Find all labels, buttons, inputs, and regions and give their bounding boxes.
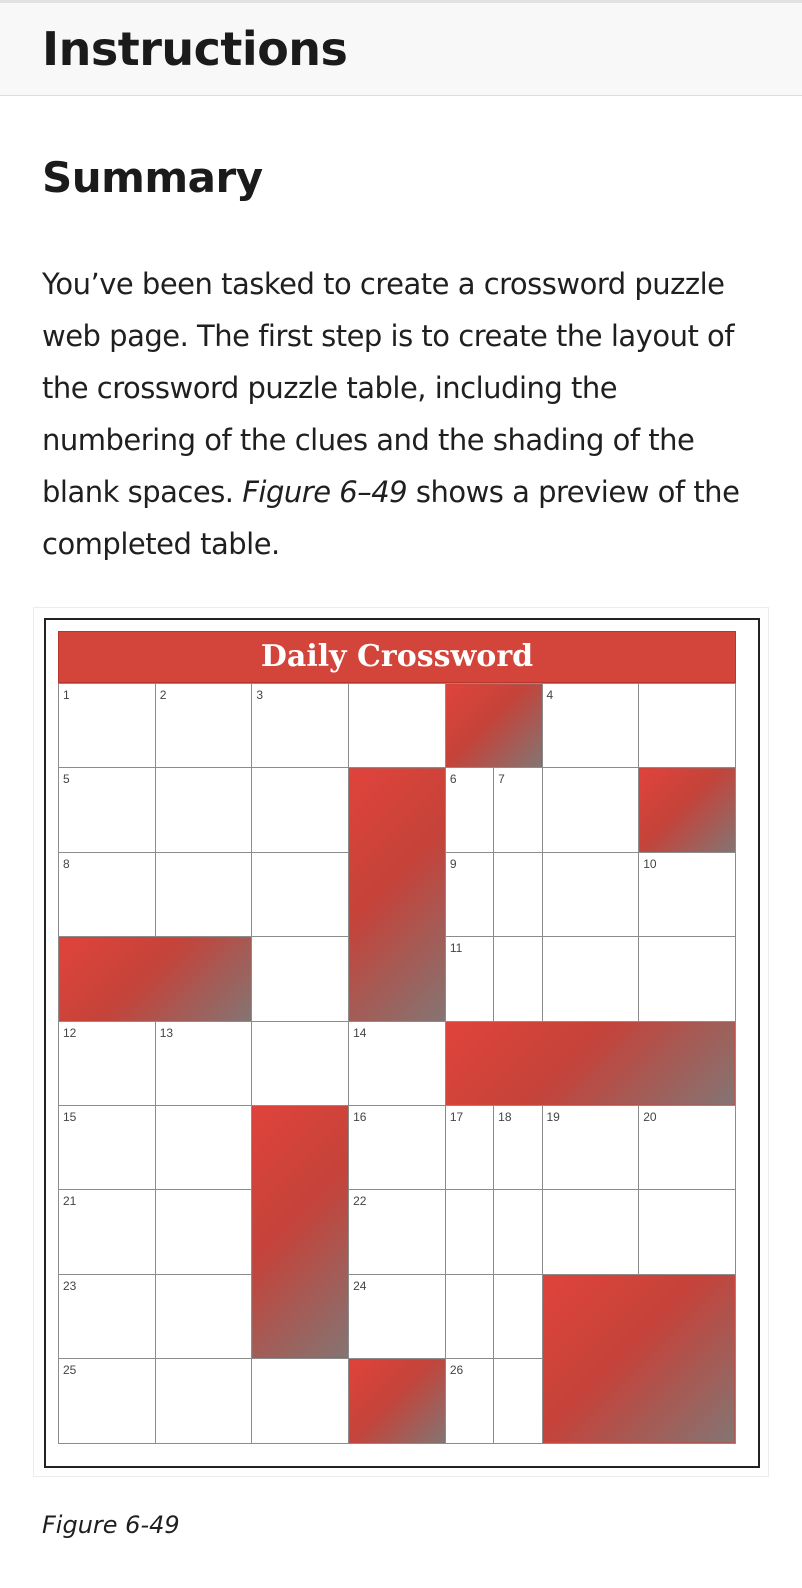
crossword-cell	[59, 1190, 156, 1274]
crossword-cell	[155, 1105, 252, 1189]
crossword-row	[59, 684, 736, 768]
crossword-cell	[252, 1021, 349, 1105]
crossword-blank-cell	[252, 1105, 349, 1358]
crossword-cell	[252, 684, 349, 768]
crossword-cell	[494, 1359, 542, 1443]
crossword-cell	[445, 1274, 493, 1358]
crossword-cell	[445, 1105, 493, 1189]
crossword-cell	[494, 1105, 542, 1189]
crossword-cell	[542, 1190, 639, 1274]
crossword-cell	[494, 852, 542, 936]
crossword-cell	[155, 684, 252, 768]
crossword-blank-cell	[542, 1274, 736, 1443]
clue-number: 2	[159, 688, 167, 702]
crossword-row	[59, 768, 736, 852]
crossword-row	[59, 1274, 736, 1358]
clue-number: 6	[449, 772, 457, 787]
crossword-cell	[155, 1274, 252, 1358]
crossword-cell	[639, 1105, 736, 1189]
figure-reference: Figure 6–49	[242, 475, 408, 509]
crossword-cell	[542, 1105, 639, 1189]
page-title: Instructions	[42, 22, 348, 76]
crossword-cell	[494, 1190, 542, 1274]
crossword-cell	[445, 768, 493, 852]
clue-number: 18	[498, 1109, 512, 1124]
crossword-cell	[349, 1190, 446, 1274]
crossword-cell	[59, 684, 156, 768]
crossword-cell	[155, 1359, 252, 1443]
crossword-cell	[252, 768, 349, 852]
crossword-row	[59, 1190, 736, 1274]
crossword-blank-cell	[59, 937, 252, 1021]
clue-number: 23	[63, 1278, 77, 1293]
crossword-cell	[349, 1021, 446, 1105]
crossword-row	[59, 1105, 736, 1189]
clue-number: 21	[63, 1194, 77, 1209]
crossword-cell	[445, 1359, 493, 1443]
crossword-cell	[349, 1274, 446, 1358]
summary-heading: Summary	[42, 153, 263, 202]
crossword-row	[59, 1021, 736, 1105]
crossword-blank-cell	[639, 768, 736, 852]
clue-number: 13	[159, 1025, 174, 1040]
crossword-cell	[639, 852, 736, 936]
clue-number: 16	[353, 1109, 367, 1124]
crossword-cell	[542, 684, 639, 768]
clue-number: 22	[353, 1194, 367, 1209]
crossword-cell	[252, 1359, 349, 1443]
crossword-cell	[494, 768, 542, 852]
summary-text-end: shows a preview of the completed table.	[42, 475, 740, 561]
crossword-cell	[445, 1190, 493, 1274]
crossword-cell	[252, 852, 349, 936]
crossword-blank-cell	[445, 1021, 735, 1105]
crossword-cell	[155, 768, 252, 852]
crossword-grid	[58, 683, 736, 1444]
summary-text-intro: You’ve been tasked to create a crossword puzzle web page. The first step is to create the layout of the crossword puzzle table, including the numbering of the clues and the shading of the blank spaces.	[42, 267, 734, 509]
crossword-cell	[542, 852, 639, 936]
summary-text	[42, 258, 772, 570]
crossword-cell	[252, 937, 349, 1021]
crossword-cell	[494, 937, 542, 1021]
clue-number: 14	[353, 1025, 367, 1040]
clue-number: 4	[546, 688, 554, 702]
crossword-cell	[445, 852, 493, 936]
crossword-cell	[59, 1105, 156, 1189]
crossword-blank-cell	[349, 768, 446, 1021]
crossword-cell	[155, 1021, 252, 1105]
clue-number: 3	[256, 688, 264, 702]
crossword-cell	[59, 1359, 156, 1443]
clue-number: 7	[498, 772, 505, 787]
crossword-cell	[59, 1274, 156, 1358]
crossword-cell	[59, 852, 156, 936]
crossword-cell	[542, 768, 639, 852]
crossword-cell	[155, 852, 252, 936]
crossword-cell	[155, 1190, 252, 1274]
clue-number: 11	[449, 941, 463, 956]
crossword-cell	[494, 1274, 542, 1358]
clue-number: 20	[643, 1109, 657, 1124]
clue-number: 24	[353, 1278, 367, 1293]
clue-number: 8	[63, 856, 70, 871]
figure-caption: Figure 6-49	[42, 1511, 180, 1539]
clue-number: 10	[643, 856, 657, 871]
clue-number: 17	[449, 1109, 464, 1124]
crossword-cell	[445, 937, 493, 1021]
clue-number: 26	[449, 1363, 464, 1378]
crossword-cell	[59, 768, 156, 852]
crossword-cell	[542, 937, 639, 1021]
clue-number: 12	[63, 1025, 77, 1040]
clue-number: 5	[63, 772, 70, 787]
clue-number: 9	[449, 856, 457, 871]
page-header	[0, 0, 802, 96]
clue-number: 15	[63, 1109, 77, 1124]
crossword-blank-cell	[445, 684, 542, 768]
clue-number: 19	[546, 1109, 560, 1124]
crossword-blank-cell	[349, 1359, 446, 1443]
crossword-cell	[349, 684, 446, 768]
crossword-cell	[639, 937, 736, 1021]
crossword-cell	[59, 1021, 156, 1105]
crossword-cell	[349, 1105, 446, 1189]
crossword-cell	[639, 1190, 736, 1274]
crossword-cell	[639, 684, 736, 768]
clue-number: 25	[63, 1363, 77, 1378]
crossword-title: Daily Crossword	[58, 631, 736, 683]
clue-number: 1	[63, 688, 70, 702]
